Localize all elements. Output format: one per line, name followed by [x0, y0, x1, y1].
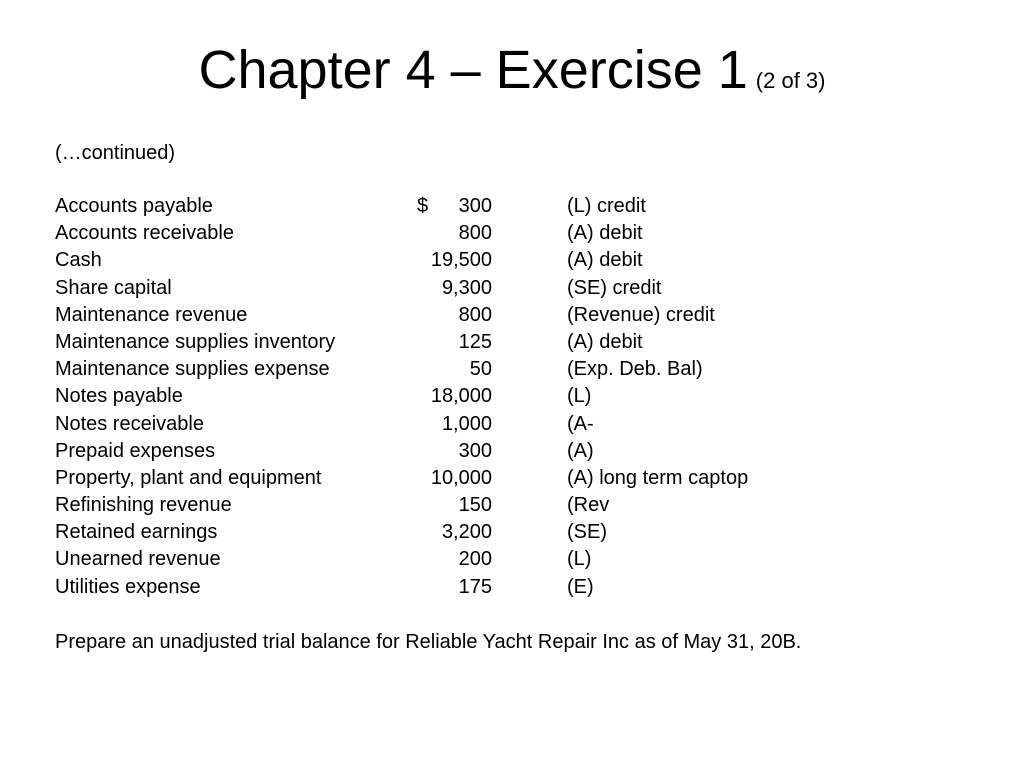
account-name: Notes receivable [55, 412, 204, 435]
account-name: Maintenance revenue [55, 303, 248, 326]
account-amount: 1,000 [441, 412, 492, 435]
instruction-text: Prepare an unadjusted trial balance for Reliable Yacht Repair Inc as of May 31, 20B. [55, 631, 802, 653]
account-amount: 800 [458, 222, 492, 245]
account-note: (L) credit [567, 195, 646, 217]
account-amount: 175 [458, 575, 492, 598]
account-name: Prepaid expenses [55, 439, 216, 462]
account-row [55, 220, 955, 247]
account-note: (A) debit [567, 249, 643, 272]
account-note: (A) long term captop [567, 466, 749, 489]
account-row [55, 574, 955, 601]
account-name: Refinishing revenue [55, 494, 232, 517]
currency-symbol: $ [417, 195, 429, 217]
account-row [55, 356, 955, 383]
account-row [55, 193, 955, 220]
account-row [55, 546, 955, 573]
account-row [55, 275, 955, 302]
account-name: Utilities expense [55, 575, 201, 598]
account-amount: 10,000 [430, 466, 492, 489]
account-note: (SE) [567, 521, 607, 544]
slide-page-indicator: (2 of 3) [755, 68, 826, 93]
account-row [55, 383, 955, 410]
account-name: Share capital [55, 276, 172, 299]
slide-title [0, 38, 1024, 102]
account-row [55, 329, 955, 356]
account-amount: 3,200 [441, 521, 492, 544]
account-row [55, 465, 955, 492]
account-row [55, 438, 955, 465]
continued-label: (…continued) [55, 142, 176, 164]
account-row [55, 302, 955, 329]
account-amount: 9,300 [441, 276, 492, 299]
account-row [55, 519, 955, 546]
slide-title-text: Chapter 4 – Exercise 1 [198, 40, 748, 100]
account-note: (Rev [567, 494, 610, 517]
account-row [55, 247, 955, 274]
account-amount: 150 [458, 494, 492, 517]
account-row [55, 411, 955, 438]
account-note: (E) [567, 575, 594, 598]
account-amount: 18,000 [430, 385, 492, 408]
account-name: Unearned revenue [55, 548, 221, 571]
account-name: Notes payable [55, 385, 183, 408]
account-name: Accounts payable [55, 195, 213, 217]
account-name: Retained earnings [55, 521, 218, 544]
account-note: (Exp. Deb. Bal) [567, 358, 703, 381]
account-row [55, 492, 955, 519]
account-note: (Revenue) credit [567, 303, 715, 326]
account-note: (SE) credit [567, 276, 662, 299]
account-amount: 50 [469, 358, 492, 381]
account-amount: 300 [458, 439, 492, 462]
account-amount: 200 [458, 548, 492, 571]
account-name: Maintenance supplies inventory [55, 330, 336, 353]
account-note: (A) debit [567, 330, 643, 353]
account-note: (L) [567, 385, 592, 408]
account-name: Property, plant and equipment [55, 466, 322, 489]
account-note: (A) [567, 439, 594, 462]
account-note: (L) [567, 548, 592, 571]
account-name: Cash [55, 249, 102, 272]
account-note: (A) debit [567, 222, 643, 245]
accounts-list [55, 193, 955, 601]
account-amount: 125 [458, 330, 492, 353]
account-amount: 800 [458, 303, 492, 326]
account-amount: 19,500 [430, 249, 492, 272]
account-name: Maintenance supplies expense [55, 358, 330, 381]
account-note: (A- [567, 412, 594, 435]
account-name: Accounts receivable [55, 222, 234, 245]
account-amount: 300 [458, 195, 492, 217]
